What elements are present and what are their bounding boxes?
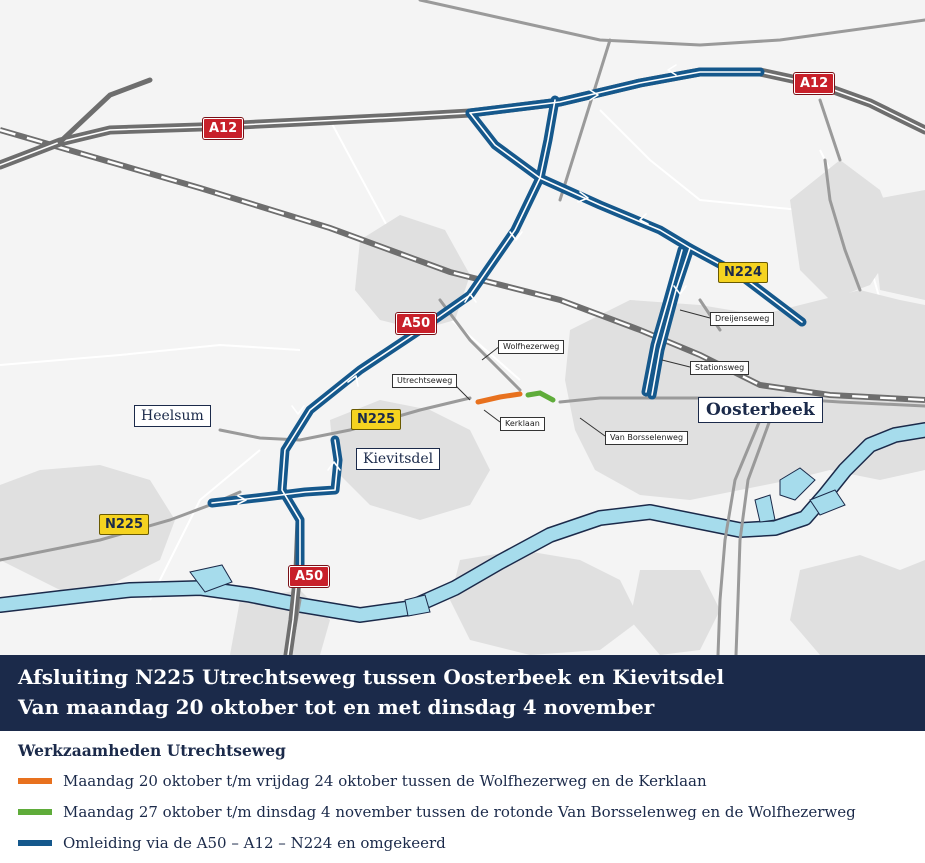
legend-swatch-blue bbox=[18, 840, 52, 846]
a12-shield-left: A12 bbox=[203, 118, 243, 139]
callout-kerklaan: Kerklaan bbox=[500, 417, 545, 431]
callout-wolfhezerweg: Wolfhezerweg bbox=[498, 340, 564, 354]
n225-shield-center: N225 bbox=[351, 409, 401, 430]
n224-shield: N224 bbox=[718, 262, 768, 283]
callout-dreijenseweg: Dreijenseweg bbox=[710, 312, 774, 326]
callout-utrechtseweg: Utrechtseweg bbox=[392, 374, 457, 388]
place-oosterbeek: Oosterbeek bbox=[698, 397, 823, 423]
banner-subtitle: Van maandag 20 oktober tot en met dinsdag 4 november bbox=[18, 695, 655, 719]
legend-label-orange: Maandag 20 oktober t/m vrijdag 24 oktober tussen de Wolfhezerweg en de Kerklaan bbox=[63, 772, 707, 790]
legend-title: Werkzaamheden Utrechtseweg bbox=[18, 741, 286, 760]
a50-shield-top: A50 bbox=[396, 313, 436, 334]
legend bbox=[0, 731, 925, 863]
legend-label-blue: Omleiding via de A50 – A12 – N224 en omgekeerd bbox=[63, 834, 446, 852]
legend-label-green: Maandag 27 oktober t/m dinsdag 4 november tussen de rotonde Van Borsselenweg en de Wolfhezerweg bbox=[63, 803, 856, 821]
callout-van-borsselenweg: Van Borsselenweg bbox=[605, 431, 688, 445]
a50-shield-bottom: A50 bbox=[289, 566, 329, 587]
title-banner bbox=[0, 655, 925, 731]
legend-swatch-green bbox=[18, 809, 52, 815]
legend-swatch-orange bbox=[18, 778, 52, 784]
n225-shield-left: N225 bbox=[99, 514, 149, 535]
banner-title: Afsluiting N225 Utrechtseweg tussen Oosterbeek en Kievitsdel bbox=[18, 665, 725, 689]
place-heelsum: Heelsum bbox=[134, 405, 211, 427]
place-kievitsdel: Kievitsdel bbox=[356, 448, 440, 470]
a12-shield-right: A12 bbox=[794, 73, 834, 94]
callout-stationsweg: Stationsweg bbox=[690, 361, 749, 375]
